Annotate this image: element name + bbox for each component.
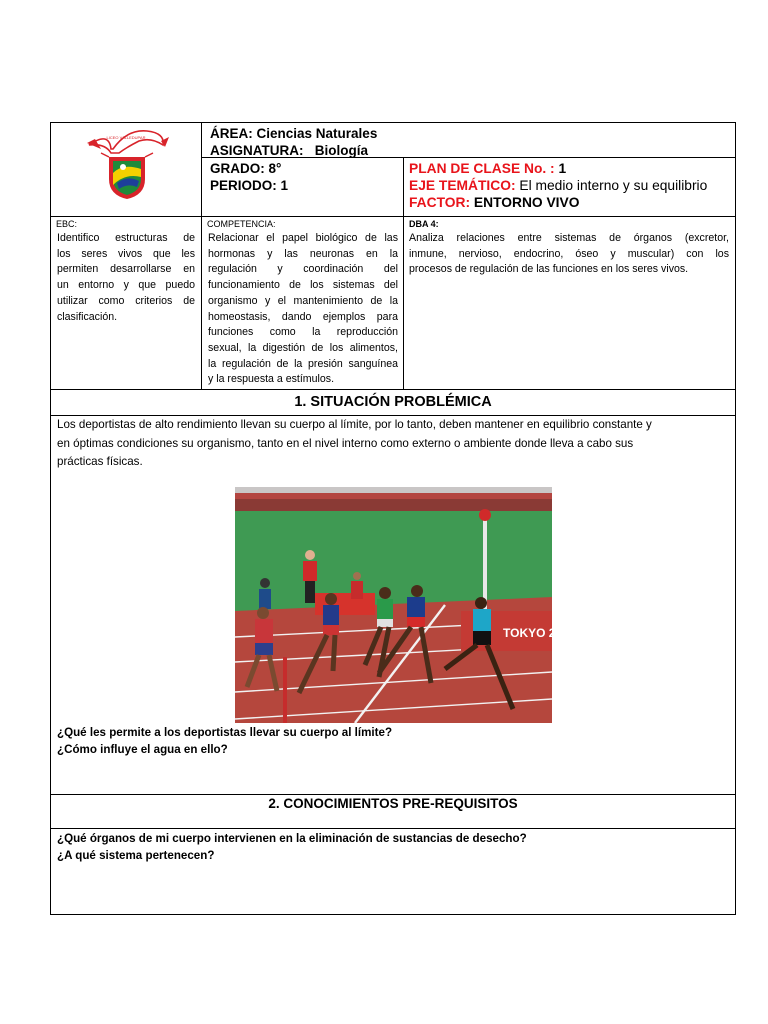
- area-label: ÁREA:: [210, 126, 253, 141]
- athletes-photo: [235, 487, 563, 723]
- question-item: ¿Qué les permite a los deportistas llevar su cuerpo al límite?: [57, 726, 393, 739]
- plan-number: 1: [558, 161, 567, 176]
- grado-periodo-cell: [201, 157, 404, 217]
- factor-line: [409, 194, 735, 211]
- plan-eje-factor-cell: [403, 157, 736, 217]
- factor-value: ENTORNO VIVO: [473, 195, 580, 210]
- dba-text: [404, 230, 735, 278]
- section2-body-cell: [50, 828, 736, 915]
- area-value: Ciencias Naturales: [256, 126, 378, 141]
- question-item: ¿Cómo influye el agua en ello?: [57, 743, 228, 756]
- section2-title: 2. CONOCIMIENTOS PRE-REQUISITOS: [268, 796, 518, 811]
- section1-questions: [57, 724, 392, 758]
- dba-line: inmune, nervioso, endocrino, óseo y muscular) con los: [409, 247, 729, 260]
- competencia-cell: [201, 216, 404, 390]
- factor-label: FACTOR:: [409, 195, 471, 210]
- paragraph-line: en óptimas condiciones su organismo, tanto en el nivel interno como externo o ambiente donde lleva a cabo sus: [57, 436, 634, 450]
- dba-line: procesos de regulación de las funciones en los seres vivos.: [409, 263, 689, 276]
- section1-body-cell: [50, 415, 736, 795]
- periodo-text: PERIODO: 1: [210, 178, 289, 193]
- eje-label: EJE TEMÁTICO:: [409, 178, 516, 193]
- competencia-line: organismo y el mantenimiento de la: [208, 294, 398, 307]
- eje-value: El medio interno y su equilibrio: [519, 178, 708, 193]
- paragraph-line: prácticas físicas.: [57, 455, 143, 469]
- ebc-line: permiten desarrollarse en: [57, 263, 195, 276]
- ebc-cell: [50, 216, 202, 390]
- ebc-line: los seres vivos que les: [57, 247, 195, 260]
- question-item: ¿Qué órganos de mi cuerpo intervienen en la eliminación de sustancias de desecho?: [57, 832, 527, 845]
- asignatura-label: ASIGNATURA:: [210, 143, 304, 158]
- plan-label: PLAN DE CLASE No. :: [409, 161, 555, 176]
- paragraph-line: Los deportistas de alto rendimiento llevan su cuerpo al límite, por lo tanto, deben mantener en equilibrio constante y: [57, 418, 652, 431]
- ebc-text: [51, 230, 201, 325]
- photo-banner-text: TOKYO 20: [503, 626, 563, 640]
- question-item: ¿A qué sistema pertenecen?: [57, 849, 215, 862]
- logo-banner-text: LICEO VALLEDUPAR: [106, 135, 146, 140]
- ebc-line: Identifico estructuras de: [57, 232, 195, 244]
- competencia-line: y la respuesta a estímulos.: [208, 373, 335, 386]
- dba-cell: [403, 216, 736, 390]
- ebc-line: utilizar como criterios de: [57, 294, 195, 307]
- plan-line: [409, 160, 735, 177]
- section1-title: 1. SITUACIÓN PROBLÉMICA: [294, 394, 492, 410]
- competencia-line: la regulación de la presión sanguínea: [208, 357, 398, 370]
- dba-label: DBA 4:: [409, 219, 439, 229]
- section1-title-cell: [50, 389, 736, 416]
- competencia-line: funcionamiento de los sistemas del: [208, 279, 398, 292]
- competencia-line: sexual, la digestión de los alimentos,: [208, 341, 398, 354]
- area-asignatura-cell: [201, 122, 736, 158]
- section1-paragraph: [51, 416, 735, 472]
- competencia-line: hormonas y las neuronas en la: [208, 247, 398, 260]
- grado-text: GRADO: 8°: [210, 161, 282, 176]
- competencia-line: homeostasis, dando ejemplos para: [208, 310, 398, 323]
- logo-cell: [50, 122, 202, 217]
- eje-line: [409, 177, 735, 194]
- competencia-label: COMPETENCIA:: [207, 219, 276, 229]
- lesson-plan-document: [50, 122, 736, 915]
- asignatura-value: Biología: [314, 143, 369, 158]
- ebc-line: clasificación.: [57, 310, 118, 323]
- ebc-label: EBC:: [56, 219, 78, 229]
- ebc-line: un entorno y que puedo: [57, 279, 195, 292]
- section2-questions: [51, 829, 735, 864]
- section2-title-cell: [50, 794, 736, 829]
- area-line: [210, 125, 735, 142]
- dba-line: Analiza relaciones entre sistemas de órganos (excretor,: [409, 232, 729, 244]
- competencia-line: funciones como la reproducción: [208, 326, 398, 339]
- competencia-line: regulación y coordinación del: [208, 263, 398, 276]
- school-logo: [51, 123, 203, 218]
- competencia-line: Relacionar el papel biológico de las: [208, 232, 398, 244]
- competencia-text: [202, 230, 403, 388]
